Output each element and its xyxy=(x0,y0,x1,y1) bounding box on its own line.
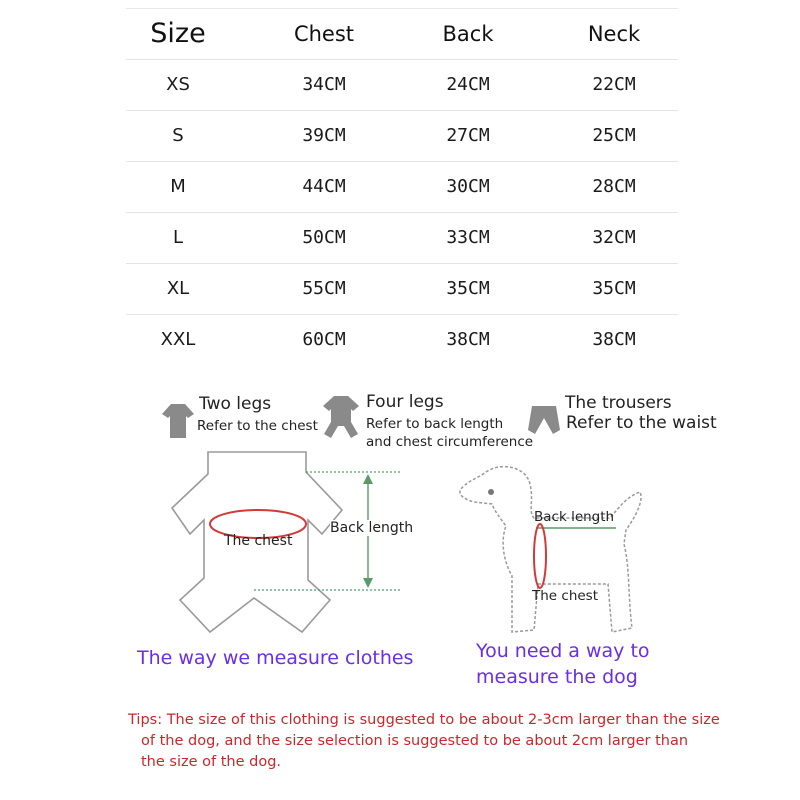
neck-cell: 32CM xyxy=(592,227,636,248)
size-table xyxy=(126,8,678,365)
back-cell: 27CM xyxy=(446,125,490,146)
size-cell: XXL xyxy=(160,329,196,350)
two-legs-desc: Refer to the chest xyxy=(197,418,318,434)
chest-cell: 55CM xyxy=(302,278,346,299)
neck-cell: 28CM xyxy=(592,176,636,197)
table-row xyxy=(126,263,678,314)
dog-back-length-label: Back length xyxy=(534,509,615,525)
four-legs-suit-icon xyxy=(320,394,362,440)
dog-caption-line-2: measure the dog xyxy=(476,666,638,688)
neck-cell: 25CM xyxy=(592,125,636,146)
back-cell: 38CM xyxy=(446,329,490,350)
chest-cell: 44CM xyxy=(302,176,346,197)
header-back: Back xyxy=(442,22,494,46)
table-header-row xyxy=(126,8,678,59)
size-cell: XS xyxy=(166,74,190,95)
chest-cell: 34CM xyxy=(302,74,346,95)
table-row xyxy=(126,59,678,110)
four-legs-desc-2: and chest circumference xyxy=(366,434,534,450)
table-row xyxy=(126,314,678,365)
trousers-icon xyxy=(526,404,562,438)
two-legs-shirt-icon xyxy=(160,402,196,440)
table-row xyxy=(126,212,678,263)
table-row xyxy=(126,110,678,161)
back-cell: 30CM xyxy=(446,176,490,197)
tips-line-1: Tips: The size of this clothing is suggested to be about 2-3cm larger than the size xyxy=(128,712,720,728)
tips-line-3: the size of the dog. xyxy=(141,754,282,770)
header-neck: Neck xyxy=(587,22,641,46)
two-legs-title: Two legs xyxy=(199,394,272,414)
dog-measurement-diagram xyxy=(430,458,660,646)
size-cell: M xyxy=(170,176,186,197)
back-cell: 35CM xyxy=(446,278,490,299)
table-row xyxy=(126,161,678,212)
back-cell: 24CM xyxy=(446,74,490,95)
chest-cell: 50CM xyxy=(302,227,346,248)
four-legs-desc-1: Refer to back length xyxy=(366,416,504,432)
trousers-title: The trousers xyxy=(565,393,672,413)
tips-line-2: of the dog, and the size selection is suggested to be about 2cm larger than xyxy=(141,733,689,749)
clothes-chest-label: The chest xyxy=(224,533,293,549)
back-cell: 33CM xyxy=(446,227,490,248)
four-legs-title: Four legs xyxy=(366,392,444,412)
clothes-caption: The way we measure clothes xyxy=(137,647,414,669)
neck-cell: 22CM xyxy=(592,74,636,95)
tips-block xyxy=(128,710,728,773)
clothes-measurement-diagram xyxy=(170,446,420,646)
neck-cell: 38CM xyxy=(592,329,636,350)
neck-cell: 35CM xyxy=(592,278,636,299)
chest-cell: 60CM xyxy=(302,329,346,350)
header-chest: Chest xyxy=(293,22,355,46)
clothes-back-length-label: Back length xyxy=(330,520,414,536)
dog-chest-label: The chest xyxy=(532,588,599,604)
size-cell: S xyxy=(172,125,184,146)
trousers-desc: Refer to the waist xyxy=(566,413,717,433)
header-size: Size xyxy=(150,18,206,49)
size-cell: XL xyxy=(166,278,190,299)
chest-cell: 39CM xyxy=(302,125,346,146)
dog-caption-line-1: You need a way to xyxy=(476,640,650,662)
size-cell: L xyxy=(172,227,184,248)
